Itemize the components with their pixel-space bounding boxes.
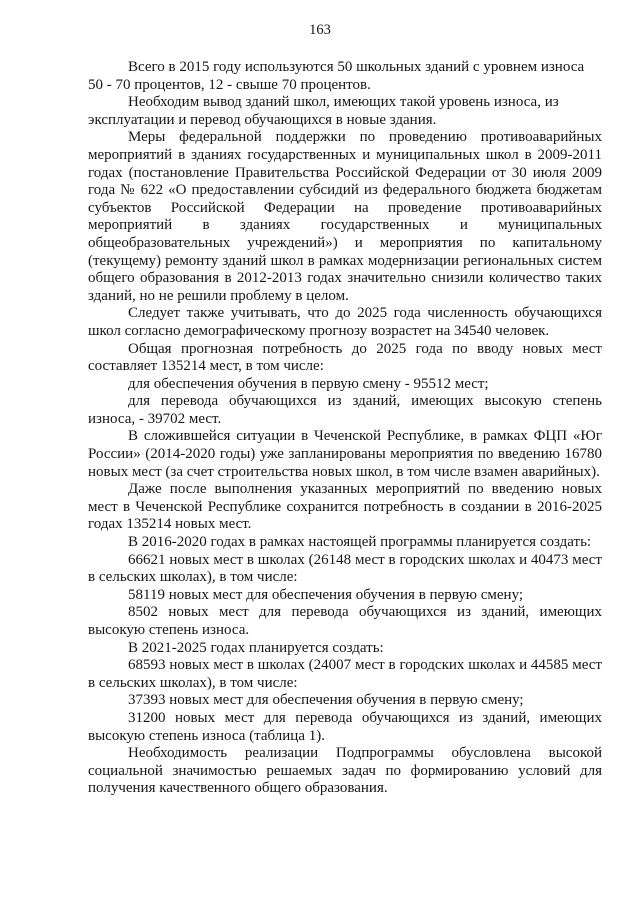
paragraph-2021-2025-plan: В 2021-2025 годах планируется создать:: [128, 639, 384, 656]
paragraph-remaining-demand: Даже после выполнения указанных мероприятий по введению новых мест в Чеченской Республике сохранится потребность в создании в 2016-2025 годах 135214 новых мест.: [88, 481, 602, 533]
paragraph-demographic-forecast: Следует также учитывать, что до 2025 года численность обучающихся школ согласно демографическому прогнозу возрастет на 34540 человек.: [88, 305, 602, 339]
paragraph-buildings-decommission: Необходим вывод зданий школ, имеющих такой уровень износа, из эксплуатации и перевод обучающихся в новые здания.: [88, 94, 559, 128]
paragraph-2021-2025-total: 68593 новых мест в школах (24007 мест в городских школах и 44585 мест в сельских школах), в том числе:: [88, 657, 602, 691]
paragraph-first-shift-demand: для обеспечения обучения в первую смену - 95512 мест;: [128, 375, 489, 392]
paragraph-total-demand: Общая прогнозная потребность до 2025 года по вводу новых мест составляет 135214 мест, в том числе:: [88, 340, 602, 375]
paragraph-2016-2020-transfer: 8502 новых мест для перевода обучающихся из зданий, имеющих высокую степень износа.: [88, 604, 602, 638]
paragraph-2016-2020-plan: В 2016-2020 годах в рамках настоящей программы планируется создать:: [128, 534, 592, 551]
paragraph-transfer-demand: для перевода обучающихся из зданий, имеющих высокую степень износа, - 39702 мест.: [88, 393, 602, 427]
paragraph-2021-2025-first-shift: 37393 новых мест для обеспечения обучения в первую смену;: [128, 692, 524, 709]
paragraph-2016-2020-total: 66621 новых мест в школах (26148 мест в городских школах и 40473 мест в сельских школах), в том числе:: [88, 551, 602, 586]
page-number: 163: [309, 22, 331, 38]
document-body: [88, 59, 602, 798]
paragraph-fcp-south-russia: В сложившейся ситуации в Чеченской Республике, в рамках ФЦП «Юг России» (2014-2020 годы) уже запланированы мероприятия по введению 16780 новых мест (за счет строительства новых школ, в том числе взамен аварийных).: [88, 428, 602, 480]
paragraph-subprogram-necessity: Необходимость реализации Подпрограммы обусловлена высокой социальной значимостью решаемых задач по формированию условий для получения качественного общего образования.: [88, 745, 602, 797]
paragraph-2021-2025-transfer: 31200 новых мест для перевода обучающихся из зданий, имеющих высокую степень износа (таблица 1).: [88, 709, 602, 744]
paragraph-school-buildings-wear: Всего в 2015 году используются 50 школьных зданий с уровнем износа 50 - 70 процентов, 12 - свыше 70 процентов.: [88, 59, 585, 93]
paragraph-2016-2020-first-shift: 58119 новых мест для обеспечения обучения в первую смену;: [128, 586, 524, 603]
paragraph-federal-support: Меры федеральной поддержки по проведению противоаварийных мероприятий в зданиях государственных и муниципальных школ в 2009-2011 годах (постановление Правительства Российской Федерации от 30 июля 2009 года № 622 «О предоставлении субсидий из федерального бюджета бюджетам субъектов Российской Федерации на проведение противоаварийных мероприятий в зданиях государственных и муниципальных общеобразовательных учреждений») и мероприятия по капитальному (текущему) ремонту зданий школ в рамках модернизации региональных систем общего образования в 2012-2013 годах значительно снизили количество таких зданий, но не решили проблему в целом.: [88, 129, 602, 304]
